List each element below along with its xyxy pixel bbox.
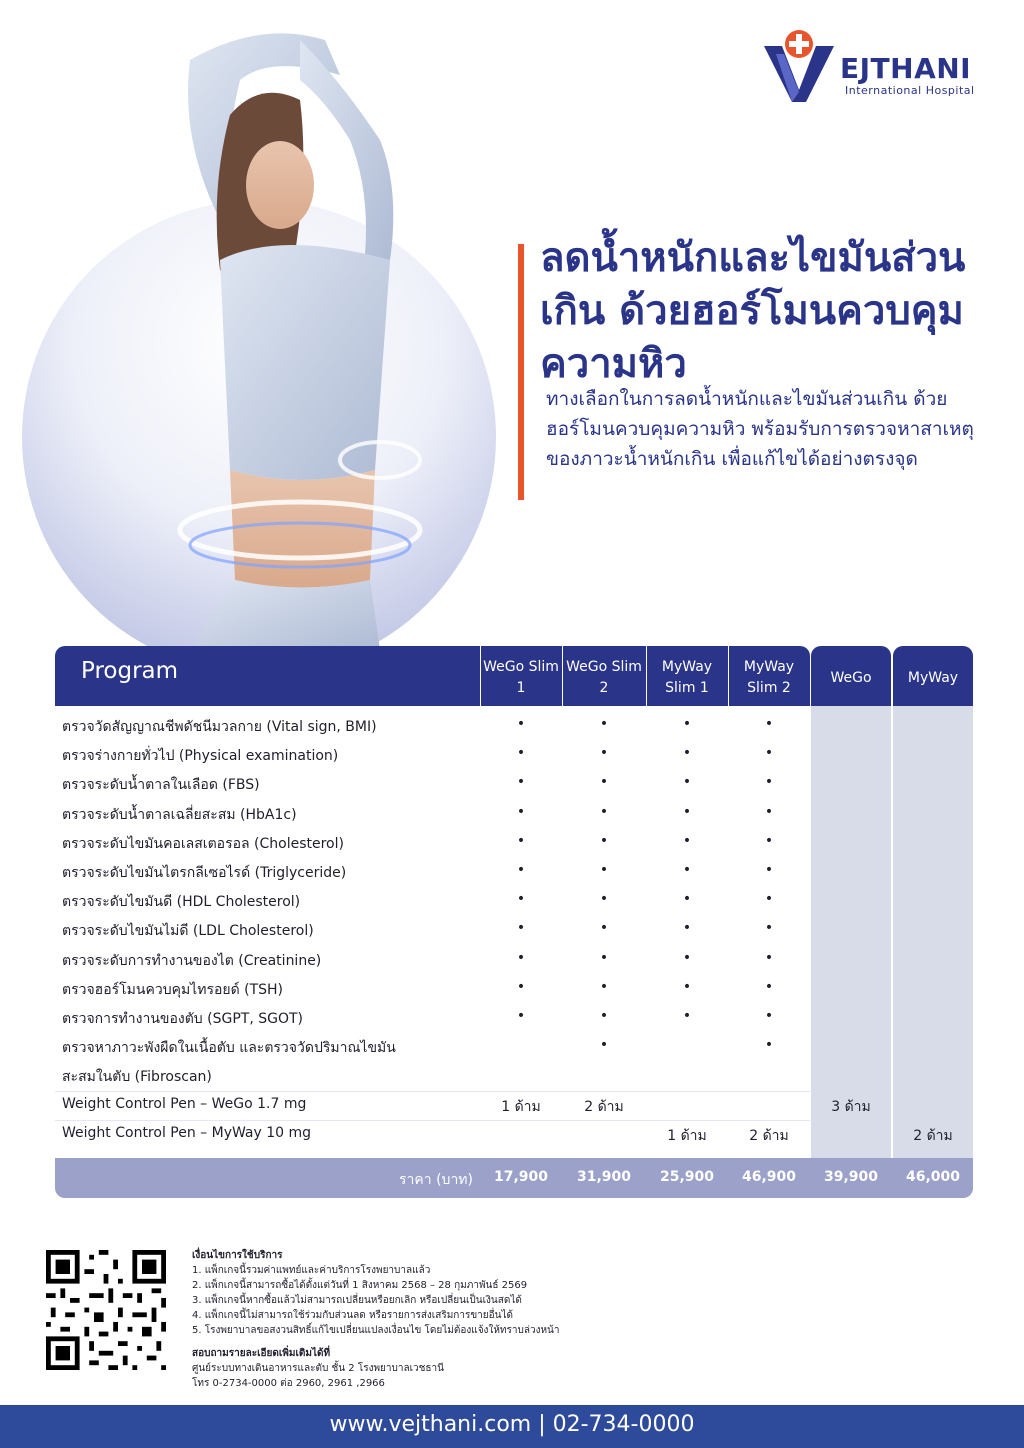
table-cell: •: [682, 716, 692, 732]
logo-subtitle: International Hospital: [845, 84, 975, 97]
table-cell: •: [682, 978, 692, 995]
row-label: Weight Control Pen – WeGo 1.7 mg: [62, 1095, 307, 1112]
table-cell: •: [682, 774, 692, 791]
price-value: 46,000: [905, 1169, 961, 1185]
table-cell: •: [599, 862, 609, 878]
table-cell: •: [764, 949, 774, 966]
terms-item: 5. โรงพยาบาลขอสงวนสิทธิ์แก้ไขเปลี่ยนแปลงเงื่อนไข โดยไม่ต้องแจ้งให้ทราบล่วงหน้า: [192, 1325, 560, 1336]
contact-phone: โทร 0-2734-0000 ต่อ 2960, 2961 ,2966: [192, 1378, 385, 1389]
row-label: Weight Control Pen – MyWay 10 mg: [62, 1124, 312, 1141]
price-value: 46,900: [741, 1169, 797, 1185]
row-label: ตรวจระดับไขมันดี (HDL Cholesterol): [62, 894, 301, 911]
table-cell: •: [599, 803, 609, 820]
table-cell: •: [764, 745, 774, 762]
terms-item: 3. แพ็กเกจนี้หากซื้อแล้วไม่สามารถเปลี่ยนหรือยกเลิก หรือเปลี่ยนเป็นเงินสดได้: [192, 1295, 522, 1306]
table-cell: •: [599, 774, 609, 791]
column-header: MyWay: [907, 669, 959, 686]
logo-v-icon: [762, 28, 836, 104]
table-cell: •: [764, 774, 774, 791]
program-table: [55, 646, 973, 1198]
table-cell: •: [599, 716, 609, 732]
row-label: ตรวจระดับไขมันคอเลสเตอรอล (Cholesterol): [62, 835, 344, 852]
price-value: 17,900: [493, 1169, 549, 1185]
row-label: ตรวจวัดสัญญาณชีพดัชนีมวลกาย (Vital sign, BMI): [62, 719, 377, 735]
table-cell: •: [764, 891, 774, 908]
page-title: ลดน้ำหนักและไขมันส่วนเกิน ด้วยฮอร์โมนควบคุมความหิว: [540, 235, 966, 387]
table-cell: •: [599, 745, 609, 762]
table-cell: 2 ด้าม: [584, 1098, 624, 1115]
table-cell: •: [682, 891, 692, 908]
table-cell: •: [516, 803, 526, 820]
terms-section: [192, 1248, 812, 1391]
table-cell: •: [516, 774, 526, 791]
table-cell: •: [682, 803, 692, 820]
table-cell: 2 ด้าม: [749, 1127, 789, 1144]
table-cell: •: [599, 949, 609, 966]
row-label: ตรวจฮอร์โมนควบคุมไทรอยด์ (TSH): [62, 981, 284, 998]
table-cell: •: [599, 1008, 609, 1024]
table-cell: •: [599, 832, 609, 849]
row-divider: [55, 1120, 810, 1121]
table-cell: 1 ด้าม: [667, 1127, 707, 1144]
table-cell: •: [764, 1008, 774, 1024]
footer-website-phone[interactable]: www.vejthani.com | 02-734-0000: [329, 1412, 695, 1437]
myway-column-shade: [893, 646, 973, 1198]
terms-item: 4. แพ็กเกจนี้ไม่สามารถใช้ร่วมกับส่วนลด หรือรายการส่งเสริมการขายอื่นได้: [192, 1310, 514, 1321]
table-cell: •: [599, 1037, 609, 1054]
column-header: WeGo: [830, 669, 872, 686]
table-cell: •: [516, 832, 526, 849]
row-label: ตรวจการทำงานของตับ (SGPT, SGOT): [62, 1011, 303, 1027]
table-cell: •: [516, 745, 526, 762]
table-cell: •: [764, 1037, 774, 1054]
table-cell: •: [516, 862, 526, 878]
table-cell: •: [516, 891, 526, 908]
hospital-logo: [762, 28, 992, 108]
price-value: 31,900: [576, 1169, 632, 1185]
table-cell: •: [764, 803, 774, 820]
table-cell: •: [764, 862, 774, 878]
qr-code[interactable]: [46, 1250, 166, 1370]
row-label: ตรวจหาภาวะพังผืดในเนื้อตับ และตรวจวัดปริมาณไขมัน: [62, 1040, 396, 1057]
price-label: ราคา (บาท): [399, 1172, 473, 1188]
table-cell: 2 ด้าม: [913, 1127, 953, 1144]
terms-list: [192, 1263, 812, 1338]
contact-title: สอบถามรายละเอียดเพิ่มเติมได้ที่: [192, 1348, 331, 1359]
price-value: 39,900: [823, 1169, 879, 1185]
row-label: ตรวจร่างกายทั่วไป (Physical examination): [62, 748, 339, 765]
terms-item: 1. แพ็กเกจนี้รวมค่าแพทย์และค่าบริการโรงพยาบาลแล้ว: [192, 1265, 431, 1276]
contact-line: ศูนย์ระบบทางเดินอาหารและตับ ชั้น 2 โรงพยาบาลเวชธานี: [192, 1363, 444, 1374]
table-cell: •: [682, 1008, 692, 1024]
terms-title: เงื่อนไขการใช้บริการ: [192, 1250, 283, 1261]
row-label: ตรวจระดับไขมันไม่ดี (LDL Cholesterol): [62, 923, 314, 940]
column-header: MyWay Slim 1: [661, 659, 713, 696]
row-label: ตรวจระดับน้ำตาลเฉลี่ยสะสม (HbA1c): [62, 806, 297, 823]
table-cell: •: [682, 832, 692, 849]
column-header: WeGo Slim 1: [483, 659, 559, 696]
page-subtitle: ทางเลือกในการลดน้ำหนักและไขมันส่วนเกิน ด้วยฮอร์โมนควบคุมความหิว พร้อมรับการตรวจหาสาเหตุของภาวะน้ำหนักเกิน เพื่อแก้ไขได้อย่างตรงจุด: [546, 388, 974, 470]
column-header: WeGo Slim 2: [566, 659, 642, 696]
logo-name: EJTHANI: [840, 52, 972, 85]
table-cell: •: [682, 745, 692, 762]
program-header-label: Program: [81, 658, 179, 684]
row-label: ตรวจระดับการทำงานของไต (Creatinine): [62, 952, 322, 969]
table-cell: •: [682, 920, 692, 937]
table-cell: •: [764, 920, 774, 937]
table-cell: •: [764, 832, 774, 849]
table-cell: •: [599, 978, 609, 995]
table-cell: •: [599, 920, 609, 937]
terms-item: 2. แพ็กเกจนี้สามารถซื้อได้ตั้งแต่วันที่ 1 สิงหาคม 2568 – 28 กุมภาพันธ์ 2569: [192, 1280, 528, 1291]
table-cell: •: [682, 862, 692, 878]
price-value: 25,900: [659, 1169, 715, 1185]
row-label: ตรวจระดับไขมันไตรกลีเซอไรด์ (Triglyceride): [62, 865, 347, 881]
table-cell: •: [764, 716, 774, 732]
row-divider: [55, 1091, 810, 1092]
table-cell: 3 ด้าม: [831, 1098, 871, 1115]
row-label: ตรวจระดับน้ำตาลในเลือด (FBS): [62, 777, 260, 794]
table-cell: •: [599, 891, 609, 908]
table-cell: •: [682, 949, 692, 966]
table-cell: •: [516, 920, 526, 937]
table-cell: •: [764, 978, 774, 995]
table-cell: •: [516, 978, 526, 995]
table-cell: •: [516, 716, 526, 732]
headline-accent-bar: [518, 244, 524, 500]
hero-woman-image: [150, 20, 480, 650]
table-cell: •: [516, 949, 526, 966]
row-label: สะสมในตับ (Fibroscan): [62, 1069, 212, 1086]
table-cell: •: [516, 1008, 526, 1024]
column-header: MyWay Slim 2: [743, 659, 795, 696]
table-cell: 1 ด้าม: [501, 1098, 541, 1115]
